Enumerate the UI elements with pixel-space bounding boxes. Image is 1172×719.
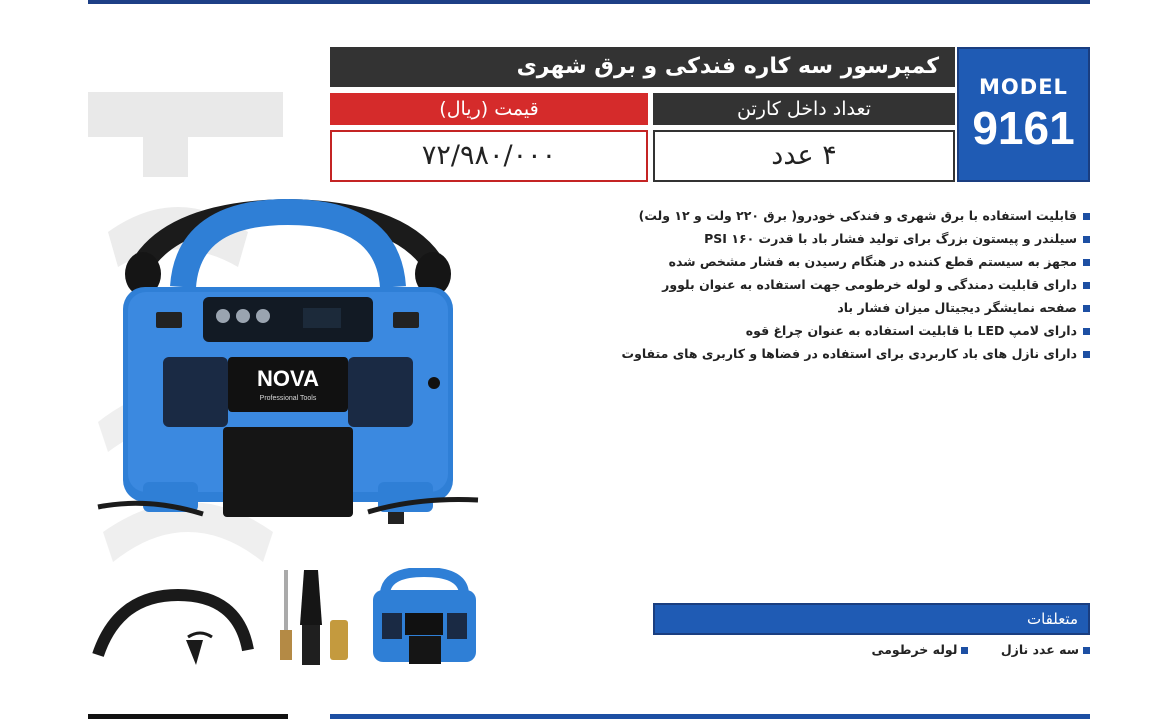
quantity-value: ۴ عدد [653,130,955,182]
bullet-icon [1083,213,1090,220]
price-header: قیمت (ریال) [330,93,648,125]
model-box [957,47,1090,182]
bottom-divider-right [330,714,1090,719]
bullet-icon [1083,647,1090,654]
top-divider [88,0,1090,4]
feature-item [640,204,1090,227]
accessory-text: سه عدد نازل [1000,642,1079,657]
feature-item [640,319,1090,342]
compressor-product-image [88,192,488,532]
feature-text: دارای قابلیت دمندگی و لوله خرطومی جهت استفاده به عنوان بلوور [662,277,1077,292]
quantity-header: تعداد داخل کارتن [653,93,955,125]
bullet-icon [961,647,968,654]
feature-text: مجهز به سیستم قطع کننده در هنگام رسیدن به فشار مشخص شده [668,254,1077,269]
accessory-text: لوله خرطومی [871,642,958,657]
bullet-icon [1083,351,1090,358]
compressor-thumbnail-image [367,568,482,670]
hose-accessory-image [88,585,258,670]
brand-subtitle: Professional Tools [259,395,317,402]
features-list [621,204,1090,365]
nozzles-accessory-image [272,565,357,670]
feature-text: قابلیت استفاده با برق شهری و فندکی خودرو( برق ۲۲۰ ولت و ۱۲ ولت) [638,208,1077,223]
feature-item [640,273,1090,296]
bullet-icon [1083,282,1090,289]
feature-text: دارای لامپ LED با قابلیت استفاده به عنوان چراغ قوه [745,323,1077,338]
accessory-item [1001,642,1090,657]
feature-text: سیلندر و پیستون بزرگ برای تولید فشار باد با قدرت ۱۶۰ PSI [704,231,1077,246]
feature-text: صفحه نمایشگر دیجیتال میزان فشار باد [837,300,1077,315]
feature-text: دارای نازل های باد کاربردی برای استفاده در فضاها و کاربری های متفاوت [621,346,1077,361]
model-number: 9161 [972,102,1075,154]
accessory-item [872,642,969,657]
accessories-list [653,642,1090,657]
price-value: ۷۲/۹۸۰/۰۰۰ [330,130,648,182]
feature-item [640,296,1090,319]
bullet-icon [1083,236,1090,243]
brand-logo: NOVA [257,366,319,391]
accessories-header: متعلقات [653,603,1090,635]
feature-item [640,250,1090,273]
feature-item [621,342,1090,365]
product-title: کمپرسور سه کاره فندکی و برق شهری [330,47,955,87]
bullet-icon [1083,259,1090,266]
bullet-icon [1083,328,1090,335]
model-label: MODEL [979,75,1068,99]
feature-item [640,227,1090,250]
bottom-divider-left [88,714,288,719]
bullet-icon [1083,305,1090,312]
